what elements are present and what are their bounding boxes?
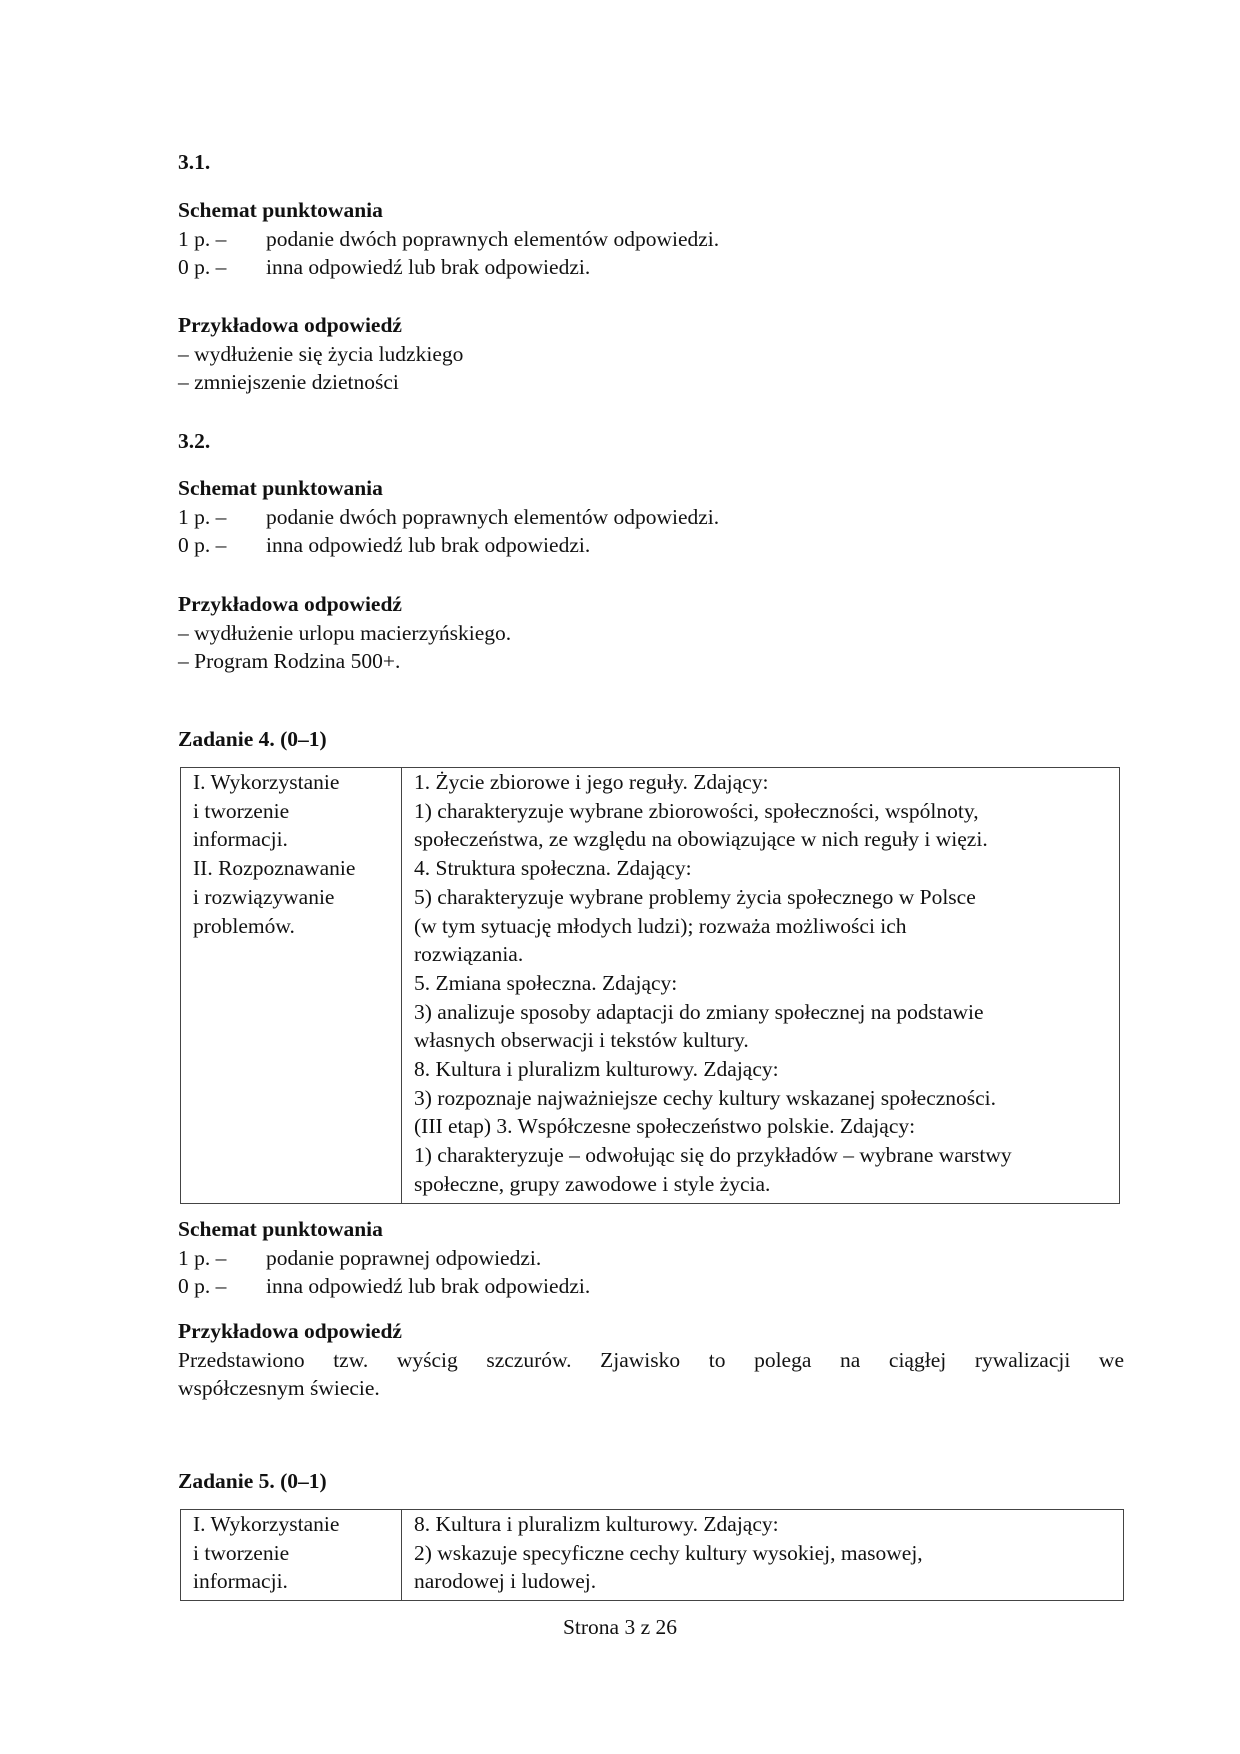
task-4-title: Zadanie 4. (0–1) <box>178 727 327 751</box>
score-row <box>178 503 1128 532</box>
general-requirements-cell <box>181 768 402 1204</box>
detailed-requirement-line: rozwiązania. <box>414 942 524 967</box>
detailed-requirement-line: własnych obserwacji i tekstów kultury. <box>414 1028 749 1053</box>
detailed-requirement-line: 1. Życie zbiorowe i jego reguły. Zdający: <box>414 770 769 794</box>
score-points: 0 p. – <box>178 1274 227 1299</box>
general-requirement-line: I. Wykorzystanie <box>193 770 340 794</box>
general-requirement-line: i rozwiązywanie <box>193 884 335 909</box>
example-answer-line: współczesnym świecie. <box>178 1376 380 1401</box>
detailed-requirements-cell <box>402 1510 1124 1601</box>
example-answer-title: Przykładowa odpowiedź <box>178 313 402 337</box>
general-requirement-line: i tworzenie <box>193 1540 290 1565</box>
score-points: 1 p. – <box>178 1245 227 1270</box>
detailed-requirement-line: narodowej i ludowej. <box>414 1569 597 1594</box>
score-points: 0 p. – <box>178 255 227 280</box>
detailed-requirement-line: 5. Zmiana społeczna. Zdający: <box>414 970 678 995</box>
detailed-requirement-line: 8. Kultura i pluralizm kulturowy. Zdający: <box>414 1057 779 1082</box>
scoring-scheme-title: Schemat punktowania <box>178 476 383 500</box>
detailed-requirement-line: 4. Struktura społeczna. Zdający: <box>414 856 692 881</box>
task-5-title: Zadanie 5. (0–1) <box>178 1469 327 1493</box>
example-answer-3-2 <box>178 590 1128 676</box>
detailed-requirements-cell <box>402 768 1120 1204</box>
detailed-requirement-line: społeczeństwa, ze względu na obowiązujące w nich reguły i więzi. <box>414 827 988 852</box>
detailed-requirement-line: 1) charakteryzuje – odwołując się do przykładów – wybrane warstwy <box>414 1143 1012 1168</box>
score-description: podanie dwóch poprawnych elementów odpowiedzi. <box>266 226 720 251</box>
score-description: podanie dwóch poprawnych elementów odpowiedzi. <box>266 504 720 529</box>
score-points: 0 p. – <box>178 533 227 558</box>
detailed-requirement-line: 3) rozpoznaje najważniejsze cechy kultury wskazanej społeczności. <box>414 1085 997 1110</box>
general-requirement-line: II. Rozpoznawanie <box>193 856 356 881</box>
score-points: 1 p. – <box>178 226 227 251</box>
score-description: podanie poprawnej odpowiedzi. <box>266 1245 542 1270</box>
section-number-3-2: 3.2. <box>178 429 211 453</box>
general-requirement-line: i tworzenie <box>193 798 290 823</box>
example-answer-task-4 <box>178 1317 1124 1403</box>
example-answer-title: Przykładowa odpowiedź <box>178 592 402 616</box>
section-number-3-1: 3.1. <box>178 150 211 174</box>
detailed-requirement-line: 5) charakteryzuje wybrane problemy życia społecznego w Polsce <box>414 884 976 909</box>
example-answer-line: – zmniejszenie dzietności <box>178 370 399 395</box>
example-answer-title: Przykładowa odpowiedź <box>178 1319 402 1343</box>
detailed-requirement-line: (w tym sytuację młodych ludzi); rozważa możliwości ich <box>414 913 907 938</box>
general-requirement-line: informacji. <box>193 1569 288 1594</box>
score-description: inna odpowiedź lub brak odpowiedzi. <box>266 1274 591 1299</box>
general-requirement-line: problemów. <box>193 913 295 938</box>
scoring-scheme-3-2 <box>178 474 1128 560</box>
detailed-requirement-line: 1) charakteryzuje wybrane zbiorowości, społeczności, wspólnoty, <box>414 798 979 823</box>
detailed-requirement-line: 3) analizuje sposoby adaptacji do zmiany społecznej na podstawie <box>414 999 984 1024</box>
general-requirements-cell <box>181 1510 402 1601</box>
detailed-requirement-line: (III etap) 3. Współczesne społeczeństwo polskie. Zdający: <box>414 1114 916 1139</box>
score-description: inna odpowiedź lub brak odpowiedzi. <box>266 255 591 280</box>
task-5-requirements-table <box>180 1509 1124 1601</box>
task-4-requirements-table <box>180 767 1120 1204</box>
scoring-scheme-3-1 <box>178 196 1128 282</box>
example-answer-3-1 <box>178 311 1128 397</box>
example-answer-line: – Program Rodzina 500+. <box>178 649 401 674</box>
scoring-scheme-title: Schemat punktowania <box>178 1217 383 1241</box>
detailed-requirement-line: 2) wskazuje specyficzne cechy kultury wysokiej, masowej, <box>414 1540 923 1565</box>
score-row <box>178 225 1128 254</box>
detailed-requirement-line: społeczne, grupy zawodowe i style życia. <box>414 1171 771 1196</box>
score-points: 1 p. – <box>178 504 227 529</box>
score-row <box>178 253 1128 282</box>
general-requirement-line: informacji. <box>193 827 288 852</box>
example-answer-line: – wydłużenie się życia ludzkiego <box>178 341 464 366</box>
detailed-requirement-line: 8. Kultura i pluralizm kulturowy. Zdający: <box>414 1512 779 1536</box>
score-row <box>178 1272 1128 1301</box>
score-row <box>178 1244 1128 1273</box>
score-row <box>178 531 1128 560</box>
scoring-scheme-title: Schemat punktowania <box>178 198 383 222</box>
example-answer-line: Przedstawiono tzw. wyścig szczurów. Zjawisko to polega na ciągłej rywalizacji we <box>178 1347 1124 1372</box>
example-answer-line: – wydłużenie urlopu macierzyńskiego. <box>178 620 512 645</box>
general-requirement-line: I. Wykorzystanie <box>193 1512 340 1536</box>
scoring-scheme-task-4 <box>178 1215 1128 1301</box>
score-description: inna odpowiedź lub brak odpowiedzi. <box>266 533 591 558</box>
page-number-footer: Strona 3 z 26 <box>562 1615 678 1639</box>
